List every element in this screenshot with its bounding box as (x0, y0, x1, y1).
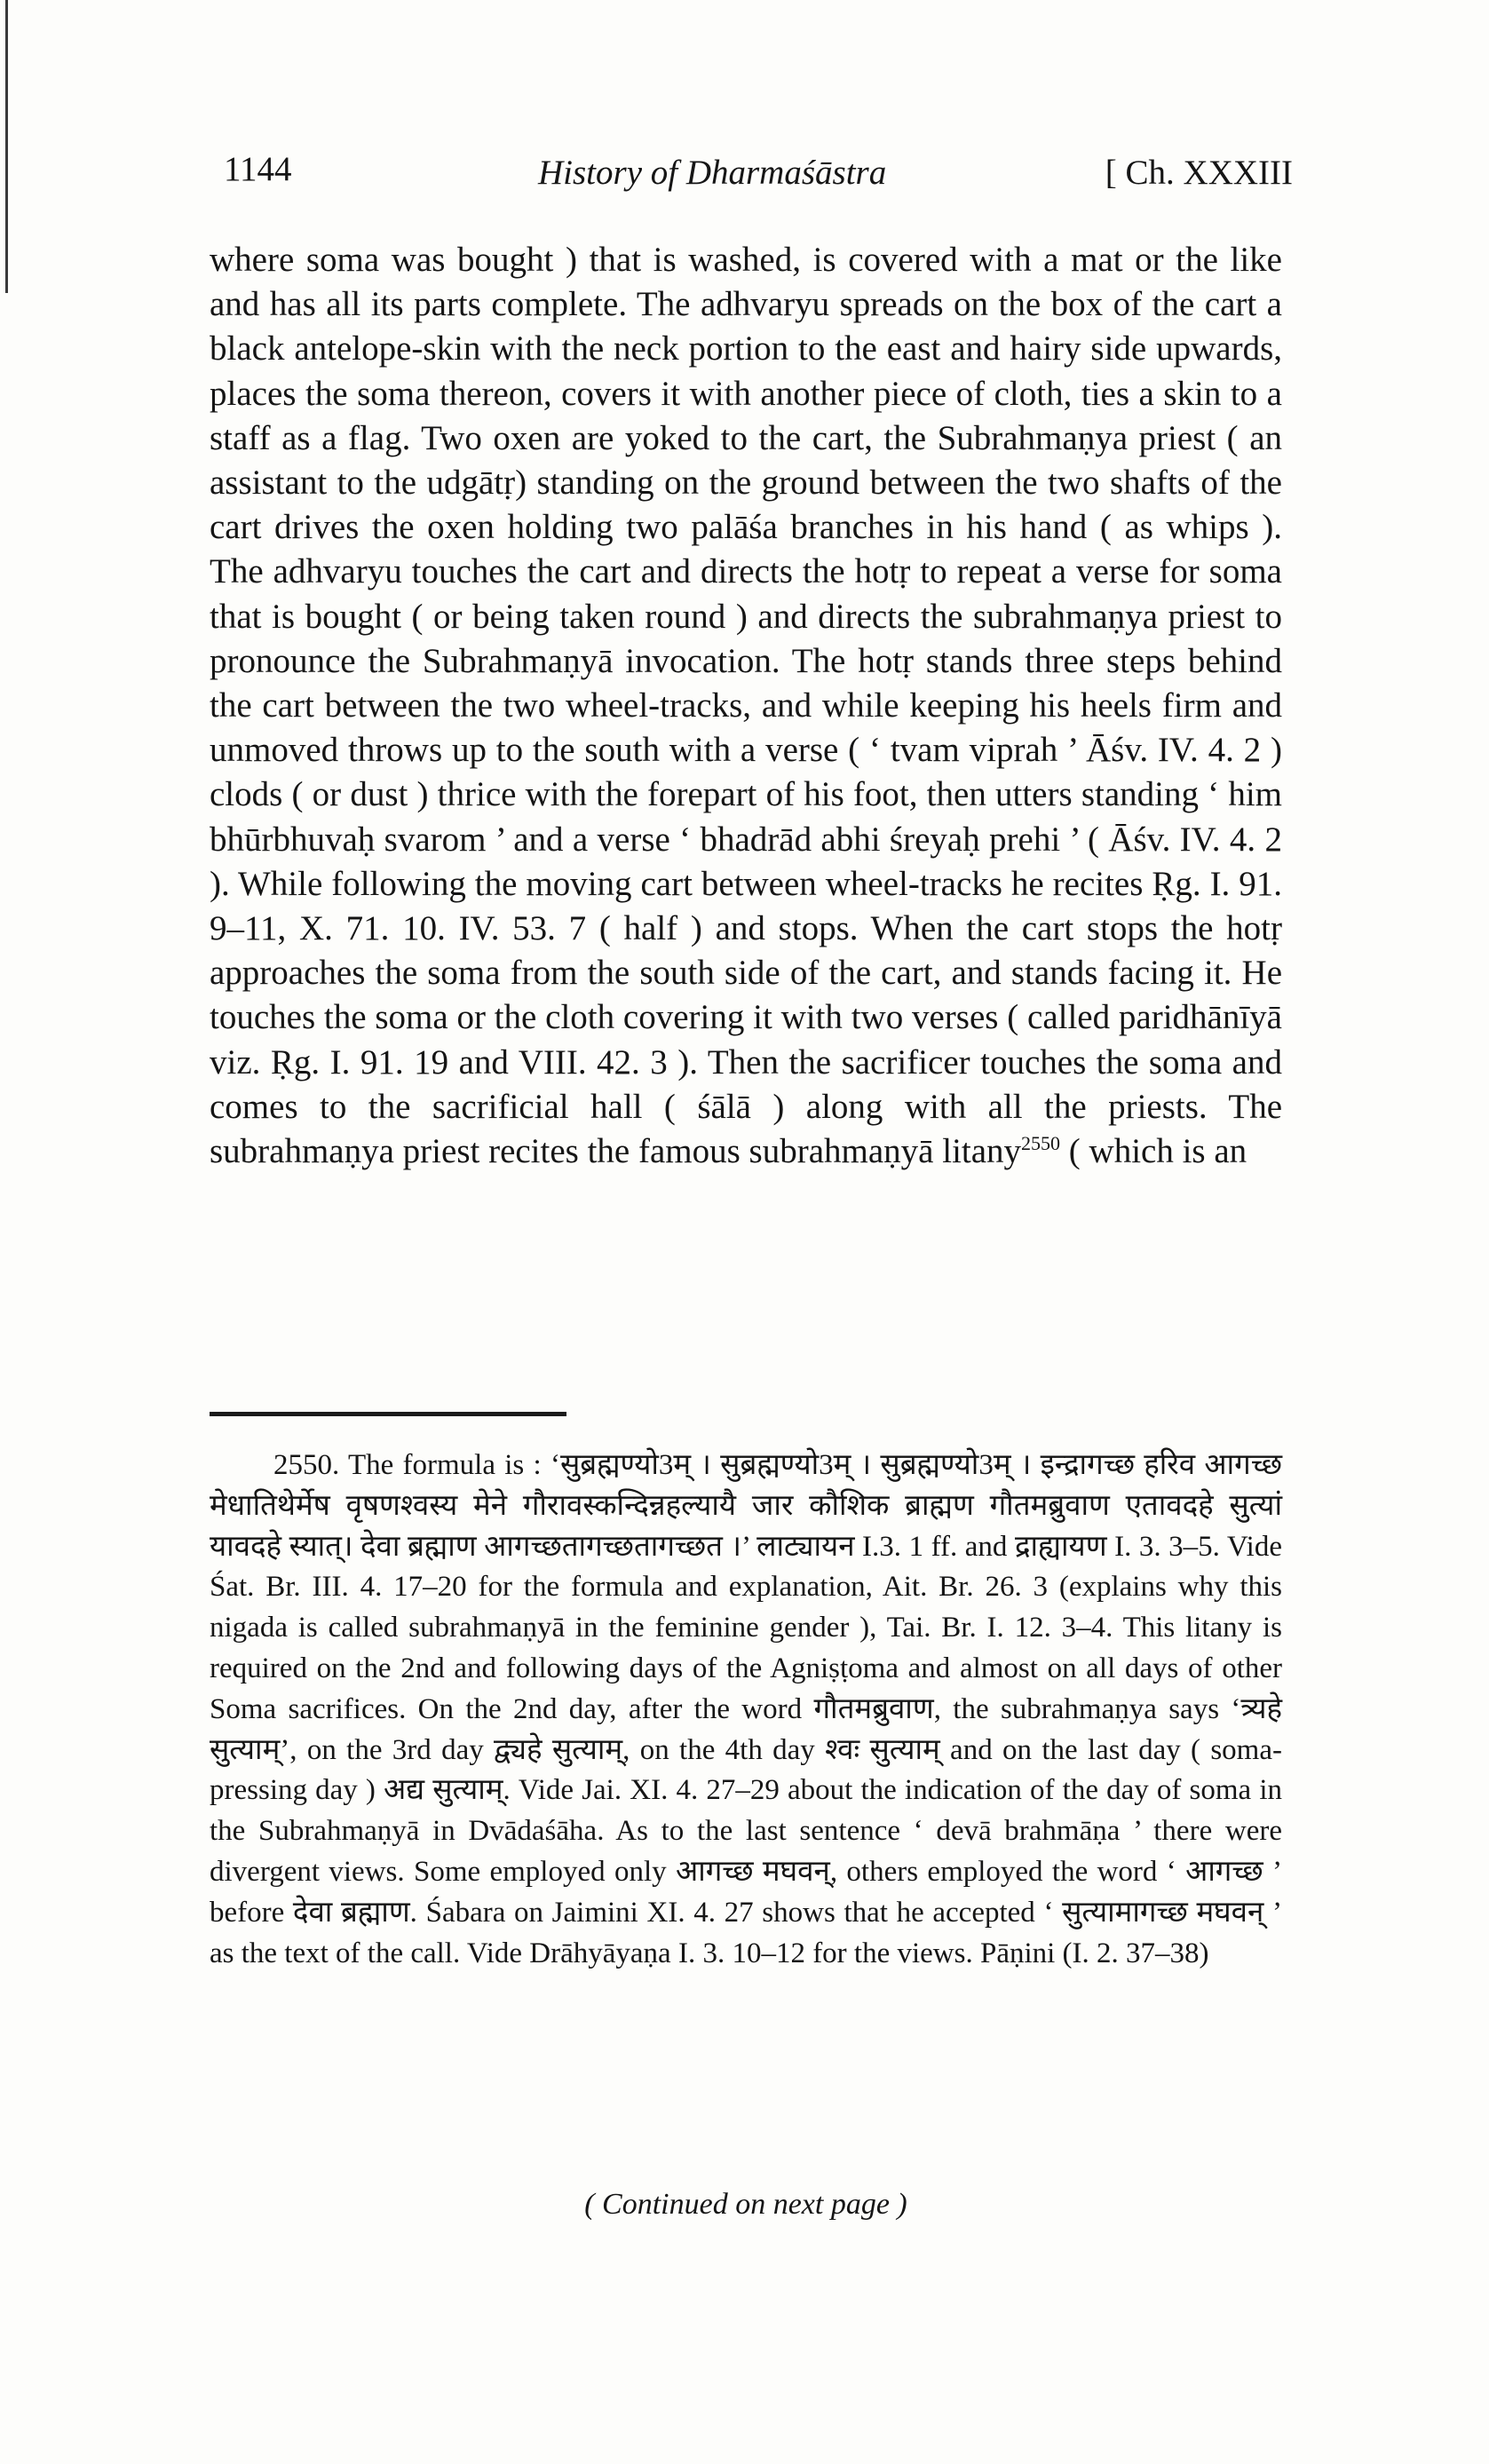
page-number: 1144 (224, 150, 292, 188)
footnote-2550 (210, 1446, 1282, 1974)
footnote-number: 2550. (273, 1449, 340, 1481)
running-title: History of Dharmaśāstra (538, 154, 887, 192)
footnote-text: The formula is : ‘सुब्रह्मण्यो3म् । सुब्रह्मण्यो3म् । सुब्रह्मण्यो3म् । इन्द्रागच्छ हरिव आगच्छ मेधातिथेर्मेष वृषणश्वस्य मेने गौरावस्कन्दिन्नहल्यायै जार कौशिक ब्राह्मण गौतमब्रुवाण एतावदहे सुत्यां यावदहे स्यात्। देवा ब्रह्माण आगच्छतागच्छतागच्छत ।’ लाट्यायन I.3. 1 ff. and द्राह्यायण I. 3. 3–5. Vide Śat. Br. III. 4. 17–20 for the formula and explanation, Ait. Br. 26. 3 (explains why this nigada is called subrahmaṇyā in the feminine gender ), Tai. Br. I. 12. 3–4. This litany is required on the 2nd and following days of the Agniṣṭoma and almost on all days of other Soma sacrifices. On the 2nd day, after the word गौतमब्रुवाण, the subrahmaṇya says ‘त्र्यहे सुत्याम्’, on the 3rd day द्व्यहे सुत्याम्, on the 4th day श्वः सुत्याम् and on the last day ( soma-pressing day ) अद्य सुत्याम्. Vide Jai. XI. 4. 27–29 about the indication of the day of soma in the Subrahmaṇyā in Dvādaśāha. As to the last sentence ‘ devā brahmāṇa ’ there were divergent views. Some employed only आगच्छ मघवन्, others employed the word ‘ आगच्छ ’ before देवा ब्रह्माण. Śabara on Jaimini XI. 4. 27 shows that he accepted ‘ सुत्यामागच्छ मघवन् ’ as the text of the call. Vide Drāhyāyaṇa I. 3. 10–12 for the views. Pāṇini (I. 2. 37–38) (210, 1449, 1283, 1969)
body-paragraph (210, 238, 1282, 1174)
continued-note: ( Continued on next page ) (584, 2188, 907, 2221)
chapter-label: [ Ch. XXXIII (1105, 154, 1293, 192)
page-header (210, 149, 1293, 202)
body-text-main: where soma was bought ) that is washed, is covered with a mat or the like and has all its parts complete. The adhvaryu spreads on the box of the cart a black antelope-skin with the neck portion to the east and hairy side upwards, places the soma thereon, covers it with another piece of cloth, ties a skin to a staff as a flag. Two oxen are yoked to the cart, the Subrahmaṇya priest ( an assistant to the udgātṛ) standing on the ground between the two shafts of the cart drives the oxen holding two palāśa branches in his hand ( as whips ). The adhvaryu touches the cart and directs the hotṛ to repeat a verse for soma that is bought ( or being taken round ) and directs the subrahmaṇya priest to pronounce the Subrahmaṇyā invocation. The hotṛ stands three steps behind the cart between the two wheel-tracks, and while keeping his heels firm and unmoved throws up to the south with a verse ( ‘ tvam viprah ’ Āśv. IV. 4. 2 ) clods ( or dust ) thrice with the forepart of his foot, then utters standing ‘ him bhūrbhuvaḥ svarom ’ and a verse ‘ bhadrād abhi śreyaḥ prehi ’ ( Āśv. IV. 4. 2 ). While following the moving cart between wheel-tracks he recites Ṛg. I. 91. 9–11, X. 71. 10. IV. 53. 7 ( half ) and stops. When the cart stops the hotṛ approaches the soma from the south side of the cart, and stands facing it. He touches the soma or the cloth covering it with two verses ( called paridhānīyā viz. Ṛg. I. 91. 19 and VIII. 42. 3 ). Then the sacrificer touches the soma and comes to the sacrificial hall ( śālā ) along with all the priests. The subrahmaṇya priest recites the famous subrahmaṇyā litany (210, 241, 1282, 1171)
footnote-reference[interactable]: 2550 (1021, 1132, 1061, 1155)
footnote-divider (210, 1412, 566, 1416)
scan-edge-line (5, 0, 8, 293)
body-text-tail: ( which is an (1060, 1132, 1247, 1171)
